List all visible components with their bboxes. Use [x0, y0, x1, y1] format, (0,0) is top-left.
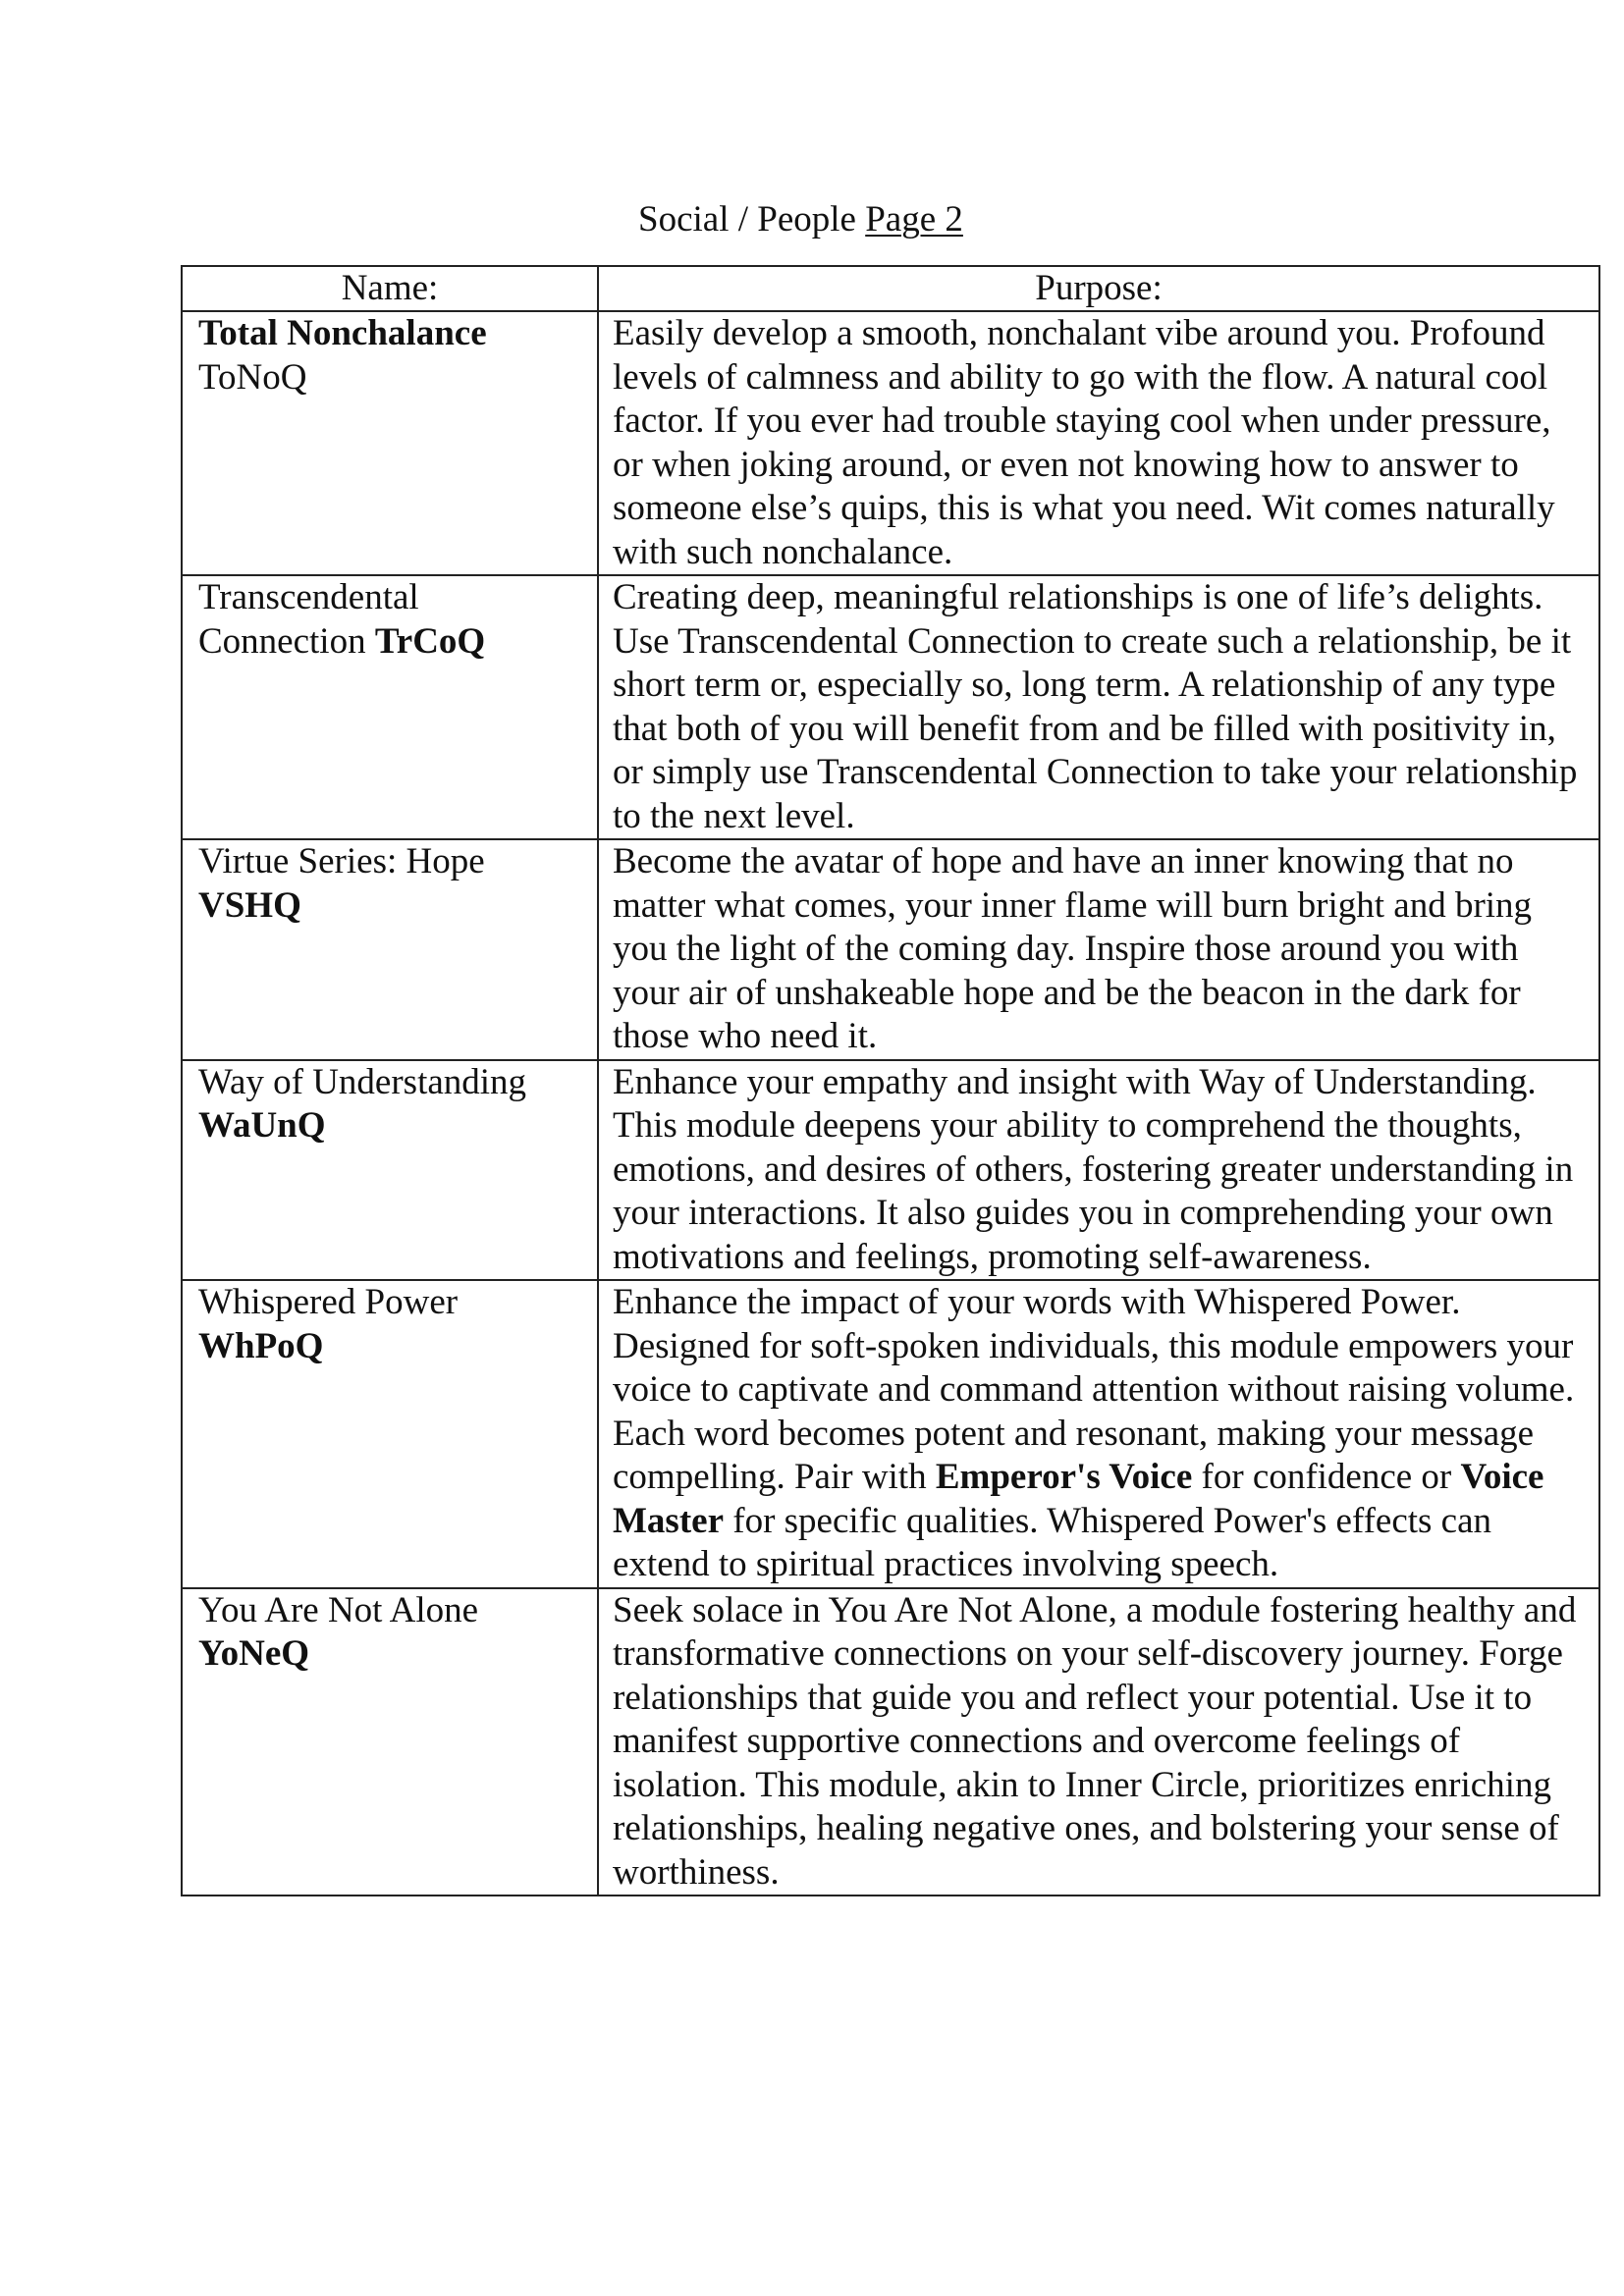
purpose-cell: Easily develop a smooth, nonchalant vibe around you. Profound levels of calmness and ability to go with the flow. A natural cool factor. If you ever had trouble staying cool when under pressure, or when joking around, or even not knowing how to answer to someone else’s quips, this is what you need. Wit comes naturally with such nonchalance.: [598, 311, 1599, 575]
purpose-cell: Enhance your empathy and insight with Way of Understanding. This module deepens your ability to comprehend the thoughts, emotions, and desires of others, fostering greater understanding in your interactions. It also guides you in comprehending your own motivations and feelings, promoting self-awareness.: [598, 1060, 1599, 1281]
name-cell: [182, 1588, 598, 1896]
modules-table: [181, 265, 1600, 1896]
module-code: TrCoQ: [374, 620, 486, 662]
purpose-cell: Seek solace in You Are Not Alone, a module fostering healthy and transformative connections on your self-discovery journey. Forge relationships that guide you and reflect your potential. Use it to manifest supportive connections and overcome feelings of isolation. This module, akin to Inner Circle, prioritizes enriching relationships, healing negative ones, and bolstering your sense of worthiness.: [598, 1588, 1599, 1896]
name-cell: [182, 1280, 598, 1588]
heading-title: Social / People: [638, 199, 866, 240]
purpose-cell: Become the avatar of hope and have an inner knowing that no matter what comes, your inner flame will burn bright and bring you the light of the coming day. Inspire those around you with your air of unshakeable hope and be the beacon in the dark for those who need it.: [598, 839, 1599, 1060]
name-cell: [182, 839, 598, 1060]
module-reference: Emperor's Voice: [935, 1457, 1193, 1497]
module-code: VSHQ: [198, 884, 301, 926]
purpose-text: Enhance the impact of your words with Whispered Power. Designed for soft-spoken individuals, this module empowers your voice to captivate and command attention without raising volume. Each word becomes potent and resonant, making your message compelling. Pair with: [613, 1282, 1575, 1497]
module-code: ToNoQ: [198, 356, 307, 398]
purpose-cell: Creating deep, meaningful relationships is one of life’s delights. Use Transcendental Connection to create such a relationship, be it short term or, especially so, long term. A relationship of any type that both of you will benefit from and be filled with positivity in, or simply use Transcendental Connection to take your relationship to the next level.: [598, 575, 1599, 839]
table-row: [182, 1280, 1599, 1588]
page-number-label: Page 2: [865, 199, 963, 240]
module-name: Whispered Power: [198, 1282, 459, 1322]
table-header-row: [182, 266, 1599, 311]
module-reference: Voice Master: [613, 1457, 1544, 1541]
purpose-text: for confidence or: [1192, 1457, 1461, 1497]
table-row: [182, 839, 1599, 1060]
module-name: Way of Understanding: [198, 1061, 527, 1102]
module-name: You Are Not Alone: [198, 1589, 479, 1630]
column-header-name: Name:: [182, 266, 598, 311]
table-row: [182, 1060, 1599, 1281]
module-code: WaUnQ: [198, 1105, 326, 1146]
table-row: [182, 1588, 1599, 1896]
name-cell: [182, 1060, 598, 1281]
table-row: [182, 311, 1599, 575]
module-code: YoNeQ: [198, 1633, 310, 1674]
column-header-purpose: Purpose:: [598, 266, 1599, 311]
module-name: Virtue Series: Hope: [198, 841, 485, 881]
purpose-cell: [598, 1280, 1599, 1588]
table-row: [182, 575, 1599, 839]
name-cell: [182, 575, 598, 839]
name-cell: [182, 311, 598, 575]
module-name: Total Nonchalance: [198, 313, 487, 353]
module-name: Transcendental Connection: [198, 577, 419, 662]
page-heading-text: [638, 192, 963, 247]
module-code: WhPoQ: [198, 1325, 324, 1366]
purpose-text: for specific qualities. Whispered Power's effects can extend to spiritual practices involving speech.: [613, 1500, 1492, 1584]
